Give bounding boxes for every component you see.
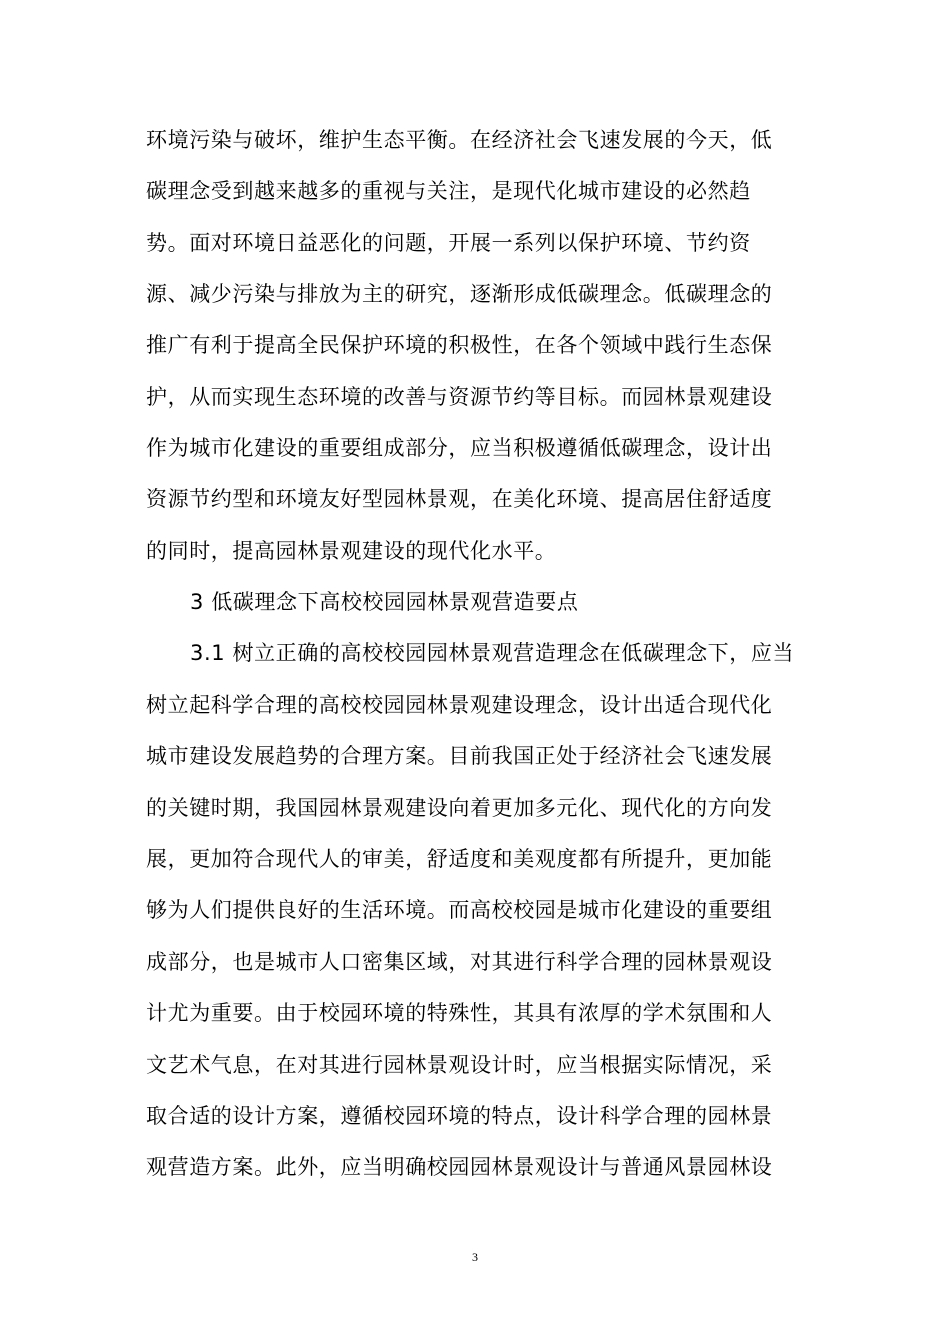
page-number: 3 [472,1250,478,1264]
body-text-line: 护，从而实现生态环境的改善与资源节约等目标。而园林景观建设 [146,385,773,409]
body-text-line: 碳理念受到越来越多的重视与关注，是现代化城市建设的必然趋 [146,179,751,203]
body-text-line: 文艺术气息，在对其进行园林景观设计时，应当根据实际情况，采 [146,1053,773,1077]
body-text-line: 推广有利于提高全民保护环境的积极性，在各个领域中践行生态保 [146,333,773,357]
body-text-line: 观营造方案。此外，应当明确校园园林景观设计与普通风景园林设 [146,1155,773,1179]
body-text-line: 环境污染与破坏，维护生态平衡。在经济社会飞速发展的今天，低 [146,128,773,152]
body-text-line: 城市建设发展趋势的合理方案。目前我国正处于经济社会飞速发展 [146,744,773,768]
body-text-line: 够为人们提供良好的生活环境。而高校校园是城市化建设的重要组 [146,898,773,922]
body-text-line: 展，更加符合现代人的审美，舒适度和美观度都有所提升，更加能 [146,847,773,871]
body-text-line: 树立起科学合理的高校校园园林景观建设理念，设计出适合现代化 [146,693,773,717]
body-text-line: 取合适的设计方案，遵循校园环境的特点，设计科学合理的园林景 [146,1104,773,1128]
body-text-line: 资源节约型和环境友好型园林景观，在美化环境、提高居住舒适度 [146,487,773,511]
body-text-line: 的同时，提高园林景观建设的现代化水平。 [146,539,557,563]
body-text-line: 源、减少污染与排放为主的研究，逐渐形成低碳理念。低碳理念的 [146,282,773,306]
body-text-line: 的关键时期，我国园林景观建设向着更加多元化、现代化的方向发 [146,796,773,820]
subsection-heading-line: 3.1 树立正确的高校校园园林景观营造理念在低碳理念下，应当 [190,641,795,665]
body-text-line: 计尤为重要。由于校园环境的特殊性，其具有浓厚的学术氛围和人 [146,1001,773,1025]
body-text-line: 作为城市化建设的重要组成部分，应当积极遵循低碳理念，设计出 [146,436,773,460]
body-text-line: 成部分，也是城市人口密集区域，对其进行科学合理的园林景观设 [146,950,773,974]
section-heading: 3 低碳理念下高校校园园林景观营造要点 [190,590,579,614]
body-text-line: 势。面对环境日益恶化的问题，开展一系列以保护环境、节约资 [146,231,751,255]
